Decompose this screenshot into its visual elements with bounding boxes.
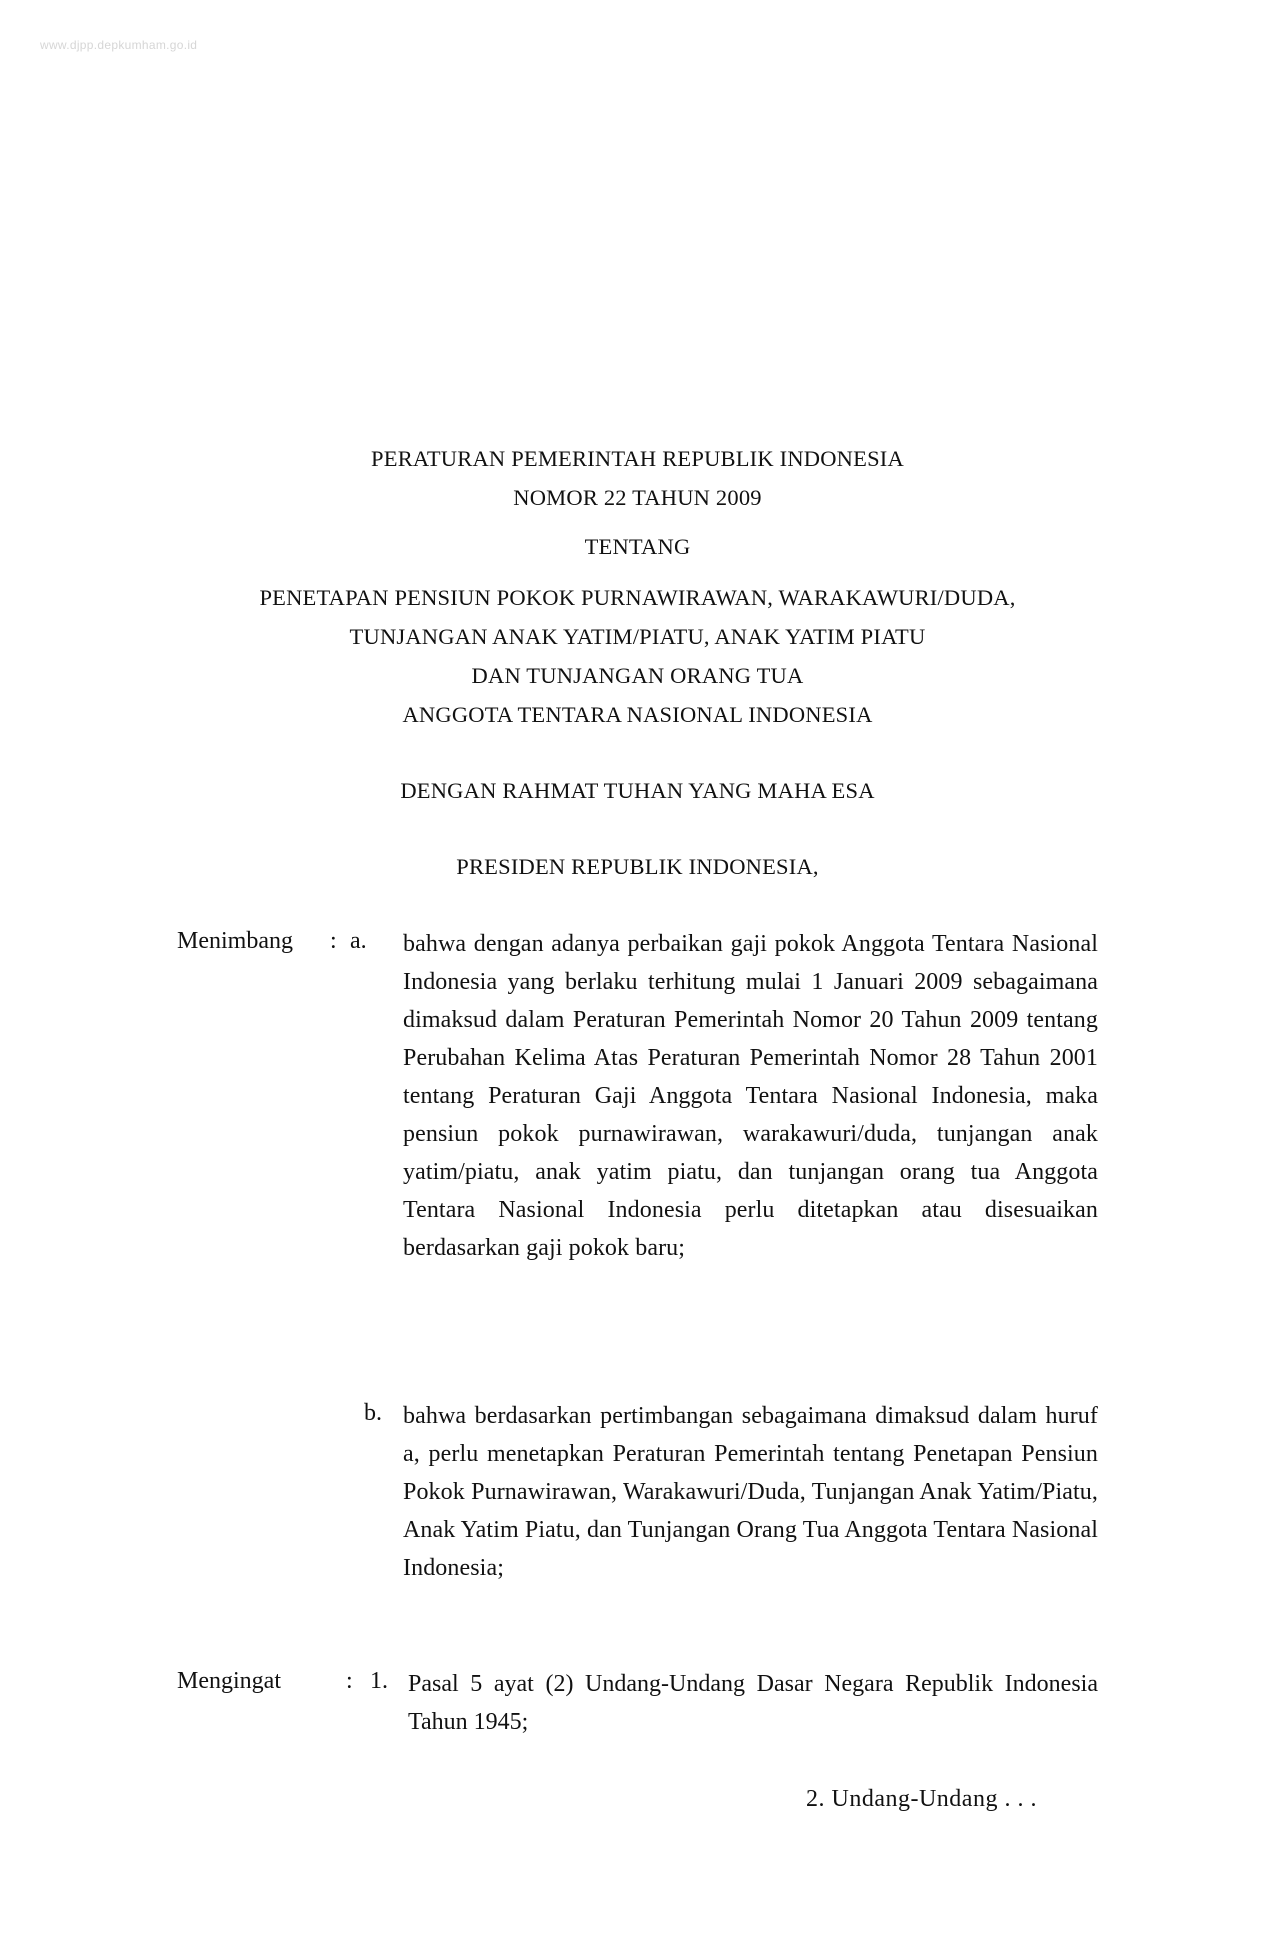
menimbang-colon: :	[330, 928, 337, 954]
next-page-continuation: 2. Undang-Undang . . .	[806, 1786, 1037, 1812]
menimbang-item-b-marker: b.	[364, 1400, 382, 1426]
menimbang-label: Menimbang	[177, 928, 293, 954]
subject-line4: ANGGOTA TENTARA NASIONAL INDONESIA	[402, 702, 873, 727]
mengingat-item-1-marker: 1.	[370, 1668, 388, 1694]
mengingat-colon: :	[346, 1668, 353, 1694]
menimbang-item-b-text: bahwa berdasarkan pertimbangan sebagaimana dimaksud dalam huruf a, perlu menetapkan Peraturan Pemerintah tentang Penetapan Pensiun Pokok Purnawirawan, Warakawuri/Duda, Tunjangan Anak Yatim/Piatu, Anak Yatim Piatu, dan Tunjangan Orang Tua Anggota Tentara Nasional Indonesia;	[403, 1403, 1098, 1581]
menimbang-item-a-marker: a.	[350, 928, 367, 954]
rahmat-heading: DENGAN RAHMAT TUHAN YANG MAHA ESA	[400, 778, 875, 803]
regulation-title-line1: PERATURAN PEMERINTAH REPUBLIK INDONESIA	[371, 446, 904, 471]
subject-line1: PENETAPAN PENSIUN POKOK PURNAWIRAWAN, WARAKAWURI/DUDA,	[259, 585, 1016, 610]
mengingat-label: Mengingat	[177, 1668, 281, 1694]
watermark-url: www.djpp.depkumham.go.id	[40, 38, 198, 52]
tentang-heading: TENTANG	[584, 534, 691, 559]
subject-line3: DAN TUNJANGAN ORANG TUA	[471, 663, 804, 688]
mengingat-item-1-text: Pasal 5 ayat (2) Undang-Undang Dasar Negara Republik Indonesia Tahun 1945;	[408, 1671, 1098, 1735]
presiden-heading: PRESIDEN REPUBLIK INDONESIA,	[456, 854, 819, 879]
subject-line2: TUNJANGAN ANAK YATIM/PIATU, ANAK YATIM PIATU	[349, 624, 926, 649]
regulation-number: NOMOR 22 TAHUN 2009	[513, 485, 762, 510]
menimbang-item-a-text: bahwa dengan adanya perbaikan gaji pokok Anggota Tentara Nasional Indonesia yang berlaku terhitung mulai 1 Januari 2009 sebagaimana dimaksud dalam Peraturan Pemerintah Nomor 20 Tahun 2009 tentang Perubahan Kelima Atas Peraturan Pemerintah Nomor 28 Tahun 2001 tentang Peraturan Gaji Anggota Tentara Nasional Indonesia, maka pensiun pokok purnawirawan, warakawuri/duda, tunjangan anak yatim/piatu, anak yatim piatu, dan tunjangan orang tua Anggota Tentara Nasional Indonesia perlu ditetapkan atau disesuaikan berdasarkan gaji pokok baru;	[403, 931, 1098, 1261]
